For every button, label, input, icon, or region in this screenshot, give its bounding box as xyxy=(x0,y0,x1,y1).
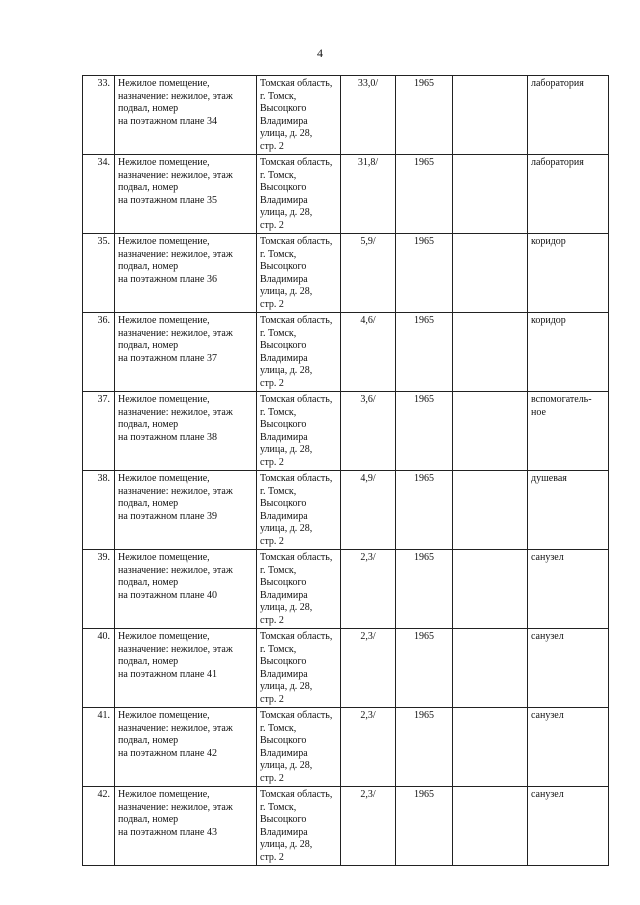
table-row xyxy=(83,76,609,155)
property-name: Нежилое помещение, назначение: нежилое, этаж подвал, номер на поэтажном плане 35 xyxy=(115,155,257,234)
property-year: 1965 xyxy=(396,629,453,708)
row-number: 36. xyxy=(83,313,115,392)
row-number: 34. xyxy=(83,155,115,234)
property-extra xyxy=(453,708,528,787)
row-number: 39. xyxy=(83,550,115,629)
property-name: Нежилое помещение, назначение: нежилое, этаж подвал, номер на поэтажном плане 41 xyxy=(115,629,257,708)
table-row xyxy=(83,629,609,708)
property-address: Томская область, г. Томск, Высоцкого Владимира улица, д. 28, стр. 2 xyxy=(257,234,341,313)
property-extra xyxy=(453,313,528,392)
property-purpose: лаборатория xyxy=(528,155,609,234)
table-row xyxy=(83,234,609,313)
property-year: 1965 xyxy=(396,471,453,550)
table-row xyxy=(83,155,609,234)
row-number: 33. xyxy=(83,76,115,155)
property-purpose: санузел xyxy=(528,629,609,708)
property-area: 33,0/ xyxy=(341,76,396,155)
row-number: 37. xyxy=(83,392,115,471)
property-purpose: коридор xyxy=(528,234,609,313)
row-number: 40. xyxy=(83,629,115,708)
table-row xyxy=(83,392,609,471)
property-address: Томская область, г. Томск, Высоцкого Владимира улица, д. 28, стр. 2 xyxy=(257,313,341,392)
property-table xyxy=(82,75,609,866)
property-year: 1965 xyxy=(396,550,453,629)
property-year: 1965 xyxy=(396,708,453,787)
property-name: Нежилое помещение, назначение: нежилое, этаж подвал, номер на поэтажном плане 37 xyxy=(115,313,257,392)
property-extra xyxy=(453,392,528,471)
property-address: Томская область, г. Томск, Высоцкого Владимира улица, д. 28, стр. 2 xyxy=(257,76,341,155)
property-area: 2,3/ xyxy=(341,550,396,629)
row-number: 41. xyxy=(83,708,115,787)
property-area: 2,3/ xyxy=(341,629,396,708)
property-purpose: душевая xyxy=(528,471,609,550)
property-extra xyxy=(453,155,528,234)
property-purpose: лаборатория xyxy=(528,76,609,155)
property-extra xyxy=(453,471,528,550)
property-year: 1965 xyxy=(396,313,453,392)
property-year: 1965 xyxy=(396,787,453,866)
property-purpose: коридор xyxy=(528,313,609,392)
property-name: Нежилое помещение, назначение: нежилое, этаж подвал, номер на поэтажном плане 36 xyxy=(115,234,257,313)
property-name: Нежилое помещение, назначение: нежилое, этаж подвал, номер на поэтажном плане 40 xyxy=(115,550,257,629)
property-area: 5,9/ xyxy=(341,234,396,313)
property-year: 1965 xyxy=(396,76,453,155)
property-address: Томская область, г. Томск, Высоцкого Владимира улица, д. 28, стр. 2 xyxy=(257,155,341,234)
property-area: 2,3/ xyxy=(341,708,396,787)
property-year: 1965 xyxy=(396,155,453,234)
row-number: 42. xyxy=(83,787,115,866)
property-year: 1965 xyxy=(396,234,453,313)
property-area: 2,3/ xyxy=(341,787,396,866)
property-purpose: санузел xyxy=(528,708,609,787)
row-number: 38. xyxy=(83,471,115,550)
property-area: 4,9/ xyxy=(341,471,396,550)
property-area: 4,6/ xyxy=(341,313,396,392)
property-extra xyxy=(453,787,528,866)
table-row xyxy=(83,471,609,550)
property-address: Томская область, г. Томск, Высоцкого Владимира улица, д. 28, стр. 2 xyxy=(257,787,341,866)
property-area: 31,8/ xyxy=(341,155,396,234)
property-address: Томская область, г. Томск, Высоцкого Владимира улица, д. 28, стр. 2 xyxy=(257,629,341,708)
property-name: Нежилое помещение, назначение: нежилое, этаж подвал, номер на поэтажном плане 43 xyxy=(115,787,257,866)
property-extra xyxy=(453,550,528,629)
property-address: Томская область, г. Томск, Высоцкого Владимира улица, д. 28, стр. 2 xyxy=(257,471,341,550)
property-extra xyxy=(453,76,528,155)
property-name: Нежилое помещение, назначение: нежилое, этаж подвал, номер на поэтажном плане 34 xyxy=(115,76,257,155)
property-address: Томская область, г. Томск, Высоцкого Владимира улица, д. 28, стр. 2 xyxy=(257,708,341,787)
property-name: Нежилое помещение, назначение: нежилое, этаж подвал, номер на поэтажном плане 38 xyxy=(115,392,257,471)
table-row xyxy=(83,708,609,787)
property-name: Нежилое помещение, назначение: нежилое, этаж подвал, номер на поэтажном плане 42 xyxy=(115,708,257,787)
property-purpose: санузел xyxy=(528,550,609,629)
property-extra xyxy=(453,629,528,708)
property-year: 1965 xyxy=(396,392,453,471)
property-address: Томская область, г. Томск, Высоцкого Владимира улица, д. 28, стр. 2 xyxy=(257,392,341,471)
property-name: Нежилое помещение, назначение: нежилое, этаж подвал, номер на поэтажном плане 39 xyxy=(115,471,257,550)
property-purpose: санузел xyxy=(528,787,609,866)
table-row xyxy=(83,550,609,629)
table-row xyxy=(83,313,609,392)
table-row xyxy=(83,787,609,866)
property-purpose: вспомогатель- ное xyxy=(528,392,609,471)
page-number: 4 xyxy=(317,46,323,60)
row-number: 35. xyxy=(83,234,115,313)
property-extra xyxy=(453,234,528,313)
property-area: 3,6/ xyxy=(341,392,396,471)
property-address: Томская область, г. Томск, Высоцкого Владимира улица, д. 28, стр. 2 xyxy=(257,550,341,629)
